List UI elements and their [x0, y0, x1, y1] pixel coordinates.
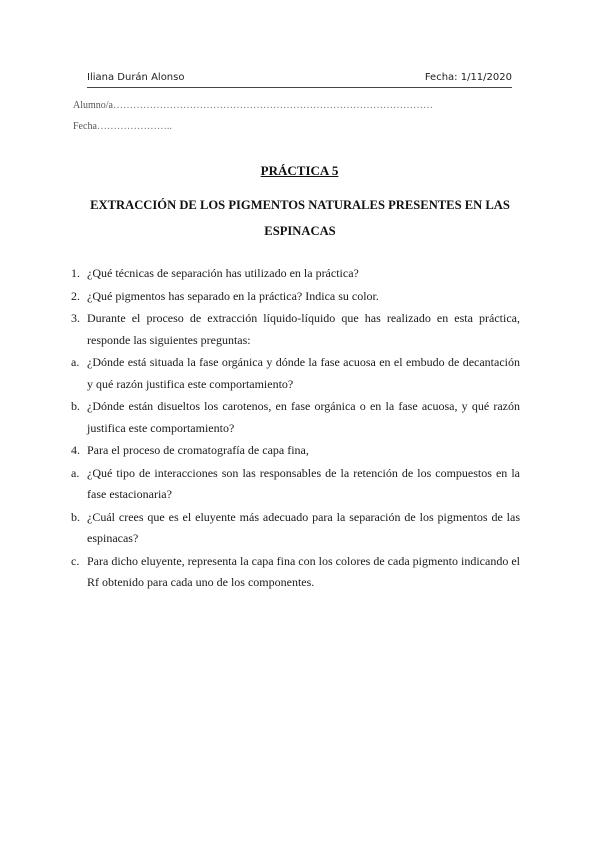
question-item — [71, 440, 520, 462]
question-marker: 2. — [71, 288, 80, 303]
question-text: ¿Qué técnicas de separación has utilizado en la práctica? — [87, 266, 359, 280]
date-field — [73, 121, 172, 132]
question-marker: a. — [71, 465, 80, 480]
question-item — [71, 286, 520, 308]
question-marker: 1. — [71, 266, 80, 280]
question-item — [71, 352, 520, 395]
practice-subtitle: EXTRACCIÓN DE LOS PIGMENTOS NATURALES PRESENTES EN LAS ESPINACAS — [90, 198, 510, 238]
practice-title: PRÁCTICA 5 — [260, 163, 339, 178]
question-text: ¿Qué tipo de interacciones son las responsables de la retención de los compuestos en la fase estacionaria? — [87, 465, 520, 501]
student-name-label: Alumno/a — [73, 100, 113, 111]
question-item — [71, 308, 520, 351]
header-date: Fecha: 1/11/2020 — [424, 72, 512, 83]
question-marker: b. — [71, 509, 80, 524]
question-item — [71, 551, 520, 594]
question-text: ¿Dónde está situada la fase orgánica y dónde la fase acuosa en el embudo de decantación y qué razón justifica este comportamiento? — [87, 355, 520, 391]
date-dots: ………………….. — [96, 121, 172, 132]
question-marker: 4. — [71, 443, 80, 457]
question-list — [71, 263, 520, 595]
question-marker: 3. — [71, 311, 80, 325]
question-marker: b. — [71, 399, 80, 413]
date-label: Fecha — [73, 121, 97, 132]
question-text: ¿Dónde están disueltos los carotenos, en fase orgánica o en la fase acuosa, y qué razón justifica este comportamiento? — [87, 399, 520, 435]
page-header — [87, 71, 512, 88]
question-marker: a. — [71, 355, 80, 369]
question-text: Para el proceso de cromatografía de capa fina, — [87, 443, 309, 457]
question-item — [71, 396, 520, 439]
question-marker: c. — [71, 553, 80, 568]
question-text: Para dicho eluyente, representa la capa fina con los colores de cada pigmento indicando el Rf obtenido para cada uno de los componentes. — [87, 553, 520, 589]
author-name: Iliana Durán Alonso — [87, 72, 185, 83]
question-text: ¿Cuál crees que es el eluyente más adecuado para la separación de los pigmentos de las espinacas? — [87, 509, 520, 545]
question-item — [71, 263, 520, 285]
question-text: ¿Qué pigmentos has separado en la práctica? Indica su color. — [87, 288, 379, 303]
student-name-field — [73, 100, 433, 111]
question-item — [71, 507, 520, 550]
question-item — [71, 463, 520, 506]
student-name-dots: …………………………………………………………………………………… — [113, 100, 433, 111]
question-text: Durante el proceso de extracción líquido-líquido que has realizado en esta práctica, responde las siguientes preguntas: — [87, 311, 520, 347]
